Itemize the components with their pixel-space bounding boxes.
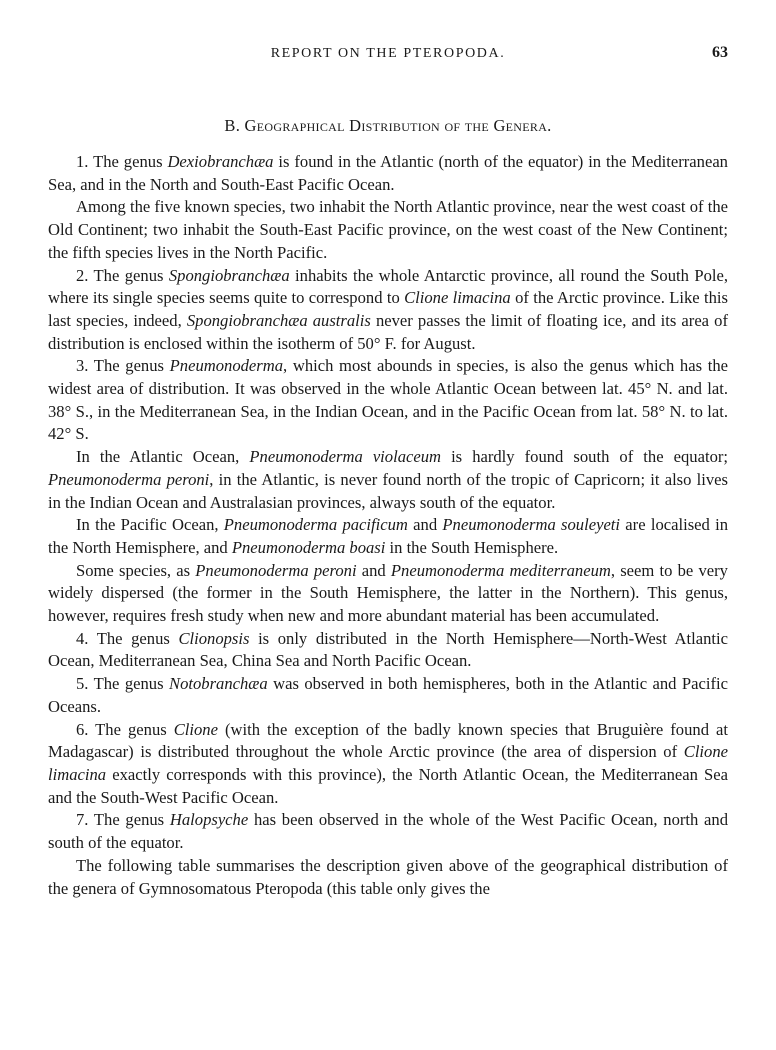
italic-term: Halopsyche: [169, 810, 249, 830]
text-run: , in the Atlantic, is never found north of the tropic of Capricorn; it also lives in the Indian Ocean and Australasian provinces, always south of the equator.: [48, 469, 728, 512]
text-run: never passes the limit of floating ice, and its area of distribution is enclosed within the isotherm of 50° F. for August.: [48, 310, 728, 353]
body-text: [48, 151, 728, 900]
italic-term: Spongiobranchæa: [168, 265, 290, 285]
text-run: 4. The genus: [76, 628, 179, 648]
text-run: , which most abounds in species, is also the genus which has the widest area of distribution. It was observed in the whole Atlantic Ocean between lat. 45° N. and lat. 38° S., in the Mediterranean Sea, in the Indian Ocean, and in the Pacific Ocean from lat. 58° N. to lat. 42° S.: [48, 356, 728, 444]
text-run: exactly corresponds with this province), the North Atlantic Ocean, the Mediterranean Sea and the South-West Pacific Ocean.: [48, 764, 728, 807]
italic-term: Clione limacina: [48, 742, 728, 784]
text-run: Some species, as: [76, 560, 196, 580]
text-run: are localised in the North Hemisphere, and: [48, 515, 728, 557]
text-run: (with the exception of the badly known species that Bruguière found at Madagascar) is distributed throughout the whole Arctic province (the area of dispersion of: [48, 719, 728, 762]
text-run: is hardly found south of the equator;: [441, 447, 729, 467]
italic-term: Pneumonoderma pacificum: [223, 515, 408, 535]
italic-term: Clione: [173, 719, 218, 739]
italic-term: Pneumonoderma violaceum: [249, 447, 442, 467]
text-run: , seem to be very widely dispersed (the former in the South Hemisphere, the latter in the Northern). This genus, however, requires fresh study when new and more abundant material has been accumulated.: [48, 560, 728, 626]
paragraph: [48, 809, 728, 854]
paragraph: [48, 446, 728, 514]
text-run: is only distributed in the North Hemisphere—North-West Atlantic Ocean, Mediterranean Sea, China Sea and North Pacific Ocean.: [48, 628, 728, 671]
text-run: 6. The genus: [76, 719, 174, 739]
text-run: 2. The genus: [76, 265, 169, 285]
paragraph: [48, 719, 728, 810]
italic-term: Clionopsis: [178, 628, 250, 648]
text-run: In the Atlantic Ocean,: [76, 447, 250, 467]
text-run: and: [356, 560, 391, 580]
paragraph: [48, 196, 728, 264]
text-run: has been observed in the whole of the West Pacific Ocean, north and south of the equator.: [48, 810, 728, 853]
text-run: 3. The genus: [76, 356, 170, 376]
section-heading: B. Geographical Distribution of the Genera.: [224, 116, 552, 135]
text-run: of the Arctic province. Like this last species, indeed,: [48, 288, 728, 330]
text-run: 7. The genus: [76, 810, 170, 830]
italic-term: Pneumonoderma peroni: [195, 560, 357, 580]
text-run: is found in the Atlantic (north of the equator) in the Mediterranean Sea, and in the North and South-East Pacific Ocean.: [48, 152, 728, 194]
text-run: 5. The genus: [76, 674, 169, 694]
text-run: Among the five known species, two inhabit the North Atlantic province, near the west coast of the Old Continent; two inhabit the South-East Pacific province, on the west coast of the New Continent; the fifth species lives in the North Pacific.: [48, 197, 728, 262]
text-run: and: [407, 515, 443, 535]
italic-term: Clione limacina: [404, 288, 511, 308]
text-run: inhabits the whole Antarctic province, all round the South Pole, where its single species seems quite to correspond to: [48, 265, 728, 308]
italic-term: Pneumonoderma boasi: [231, 537, 386, 557]
paragraph: [48, 673, 728, 718]
page: [48, 42, 728, 900]
paragraph: [48, 855, 728, 900]
page-number: 63: [712, 44, 728, 61]
text-run: In the Pacific Ocean,: [76, 515, 224, 535]
paragraph: [48, 265, 728, 356]
text-run: in the South Hemisphere.: [385, 537, 559, 557]
text-run: was observed in both hemispheres, both in the Atlantic and Pacific Oceans.: [48, 674, 728, 716]
italic-term: Spongiobranchæa australis: [186, 310, 371, 330]
italic-term: Pneumonoderma souleyeti: [442, 515, 621, 535]
paragraph: [48, 560, 728, 628]
italic-term: Dexiobranchæa: [167, 152, 274, 171]
paragraph: [48, 355, 728, 446]
text-run: 1. The genus: [76, 152, 168, 171]
italic-term: Pneumonoderma mediterraneum: [390, 560, 611, 580]
paragraph: [48, 151, 728, 196]
italic-term: Notobranchæa: [169, 674, 268, 694]
paragraph: [48, 514, 728, 559]
running-title: REPORT ON THE PTEROPODA.: [270, 46, 506, 61]
running-header: [48, 42, 728, 72]
paragraph: [48, 628, 728, 673]
text-run: The following table summarises the description given above of the geographical distribution of the genera of Gymnosomatous Pteropoda (this table only gives the: [48, 855, 728, 898]
italic-term: Pneumonoderma peroni: [48, 469, 210, 489]
italic-term: Pneumonoderma: [169, 356, 284, 376]
